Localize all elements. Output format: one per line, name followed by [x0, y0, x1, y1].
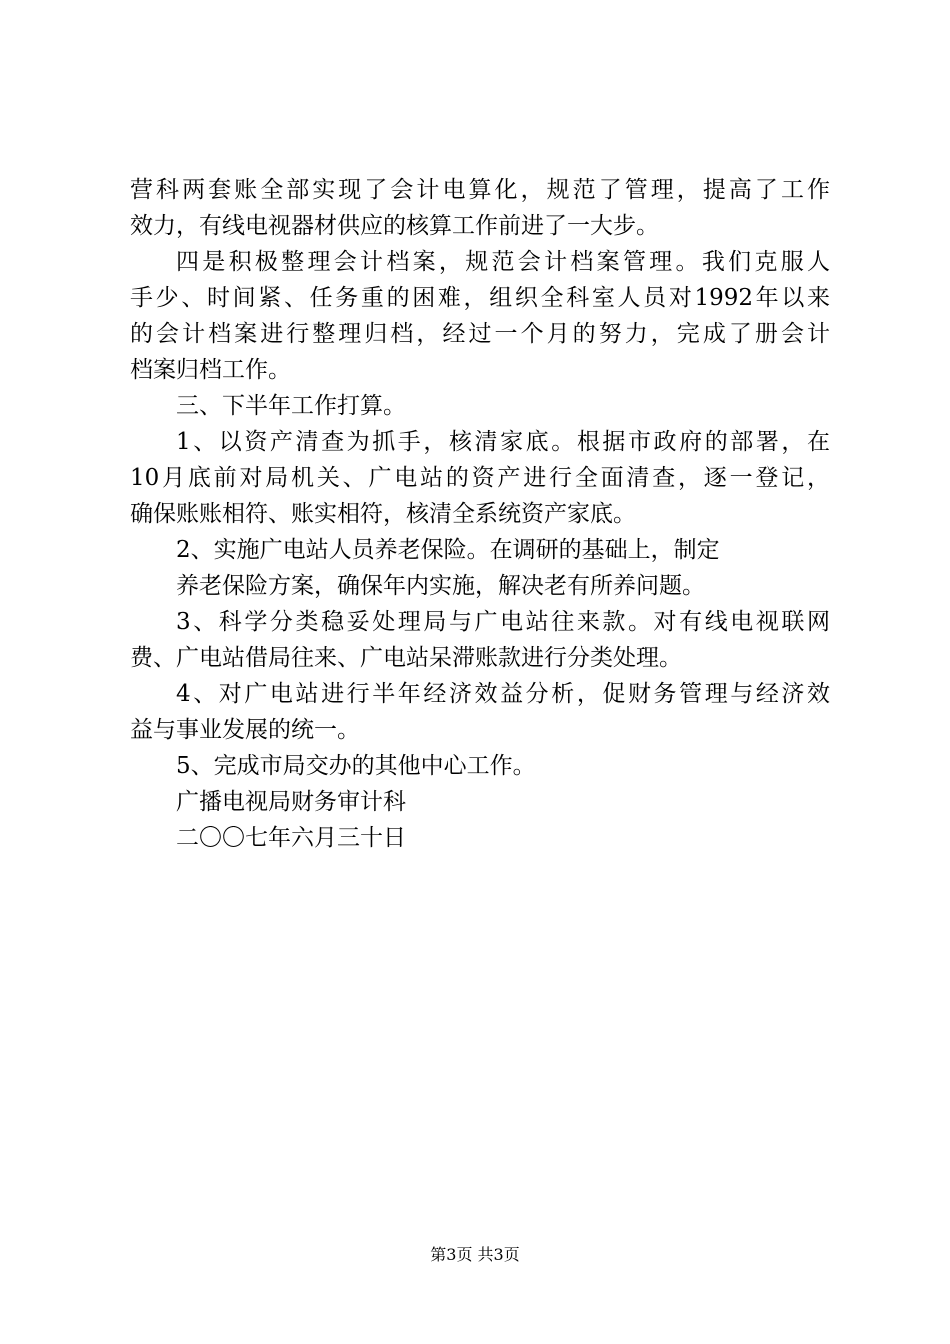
text-line: 手少、时间紧、任务重的困难，组织全科室人员对1992年以来	[130, 285, 830, 311]
text-line: 档案归档工作。	[130, 357, 291, 383]
text-line: 10月底前对局机关、广电站的资产进行全面清查，逐一登记，	[130, 465, 830, 491]
list-item-2: 2、实施广电站人员养老保险。在调研的基础上，制定	[176, 537, 720, 563]
text-line: 确保账账相符、账实相符，核清全系统资产家底。	[130, 501, 636, 527]
page-number-footer: 第3页 共3页	[430, 1245, 520, 1264]
list-item-1: 1、以资产清查为抓手，核清家底。根据市政府的部署，在	[176, 429, 830, 455]
document-body	[130, 172, 830, 856]
list-item-3: 3、科学分类稳妥处理局与广电站往来款。对有线电视联网	[176, 609, 830, 635]
text-line: 益与事业发展的统一。	[130, 717, 360, 743]
signature-department: 广播电视局财务审计科	[176, 789, 406, 815]
section-heading: 三、下半年工作打算。	[176, 393, 406, 419]
list-item-4: 4、对广电站进行半年经济效益分析，促财务管理与经济效	[176, 681, 830, 707]
list-item-5: 5、完成市局交办的其他中心工作。	[176, 753, 536, 779]
text-line: 的会计档案进行整理归档，经过一个月的努力，完成了册会计	[130, 321, 830, 347]
text-line: 费、广电站借局往来、广电站呆滞账款进行分类处理。	[130, 645, 682, 671]
signature-date: 二〇〇七年六月三十日	[176, 825, 406, 851]
text-line: 效力，有线电视器材供应的核算工作前进了一大步。	[130, 213, 659, 239]
paragraph-line: 四是积极整理会计档案，规范会计档案管理。我们克服人	[176, 249, 830, 275]
text-line: 营科两套账全部实现了会计电算化，规范了管理，提高了工作	[130, 177, 830, 203]
text-line: 养老保险方案，确保年内实施，解决老有所养问题。	[176, 573, 705, 599]
